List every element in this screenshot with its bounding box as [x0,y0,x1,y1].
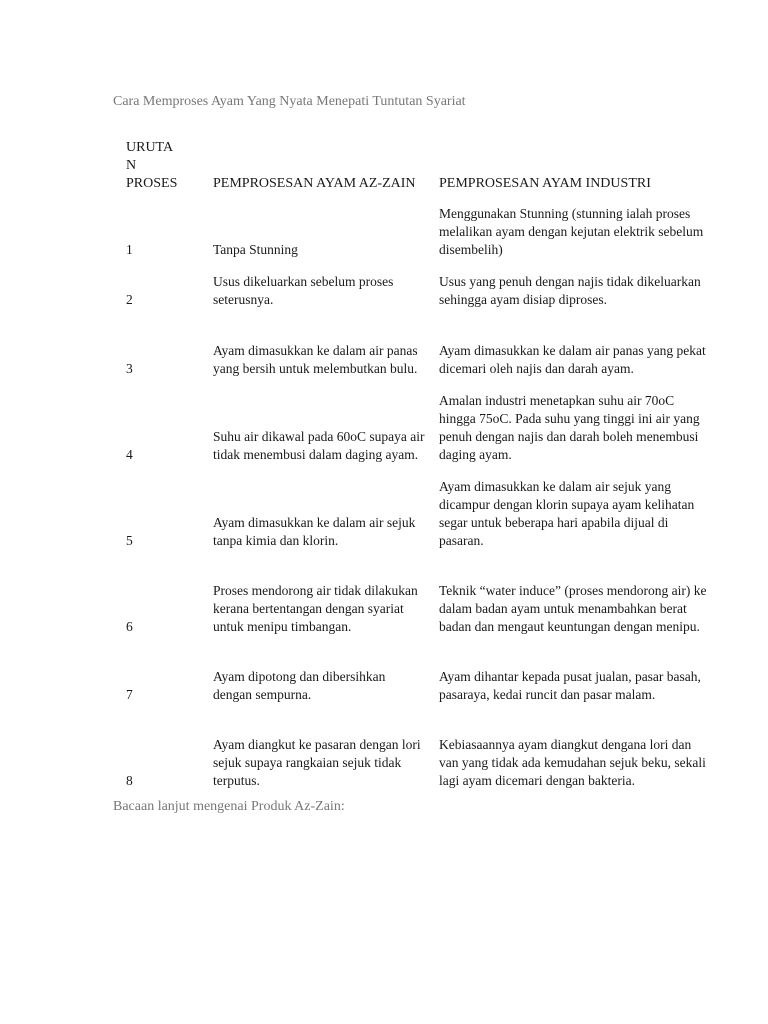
industri-cell: Ayam dihantar kepada pusat jualan, pasar basah, pasaraya, kedai runcit dan pasar malam. [439,669,701,702]
azzain-cell: Tanpa Stunning [213,242,298,257]
row-number: 2 [126,292,133,307]
document-title: Cara Memproses Ayam Yang Nyata Menepati Tuntutan Syariat [113,94,466,109]
row-number: 7 [126,687,133,702]
industri-cell: Ayam dimasukkan ke dalam air panas yang pekat dicemari oleh najis dan darah ayam. [439,343,706,376]
industri-cell: Usus yang penuh dengan najis tidak dikeluarkan sehingga ayam disiap diproses. [439,274,701,307]
row-number: 6 [126,619,133,634]
row-number: 1 [126,242,133,257]
industri-cell: Teknik “water induce” (proses mendorong air) ke dalam badan ayam untuk menambahkan berat badan dan mengaut keuntungan dengan menipu. [439,583,707,634]
azzain-cell: Usus dikeluarkan sebelum proses seterusnya. [213,274,394,307]
header-sequence: URUTA N PROSES [126,140,178,191]
row-number: 8 [126,773,133,788]
azzain-cell: Proses mendorong air tidak dilakukan kerana bertentangan dengan syariat untuk menipu timbangan. [213,583,418,634]
header-industri: PEMPROSESAN AYAM INDUSTRI [439,176,651,191]
azzain-cell: Ayam diangkut ke pasaran dengan lori sejuk supaya rangkaian sejuk tidak terputus. [213,737,421,788]
industri-cell: Amalan industri menetapkan suhu air 70oC hingga 75oC. Pada suhu yang tinggi ini air yang penuh dengan najis dan darah boleh menembusi daging ayam. [439,393,700,462]
further-reading-text: Bacaan lanjut mengenai Produk Az-Zain: [113,799,345,814]
row-number: 4 [126,447,133,462]
header-azzain: PEMPROSESAN AYAM AZ-ZAIN [213,176,416,191]
azzain-cell: Ayam dipotong dan dibersihkan dengan sempurna. [213,669,386,702]
industri-cell: Kebiasaannya ayam diangkut dengana lori dan van yang tidak ada kemudahan sejuk beku, sekali lagi ayam dicemari dengan bakteria. [439,737,706,788]
azzain-cell: Ayam dimasukkan ke dalam air panas yang bersih untuk melembutkan bulu. [213,343,418,376]
row-number: 3 [126,361,133,376]
industri-cell: Ayam dimasukkan ke dalam air sejuk yang dicampur dengan klorin supaya ayam kelihatan segar untuk beberapa hari apabila dijual di pasaran. [439,479,695,548]
azzain-cell: Suhu air dikawal pada 60oC supaya air tidak menembusi dalam daging ayam. [213,429,425,462]
row-number: 5 [126,533,133,548]
azzain-cell: Ayam dimasukkan ke dalam air sejuk tanpa kimia dan klorin. [213,515,416,548]
industri-cell: Menggunakan Stunning (stunning ialah proses melalikan ayam dengan kejutan elektrik sebelum disembelih) [439,206,704,257]
